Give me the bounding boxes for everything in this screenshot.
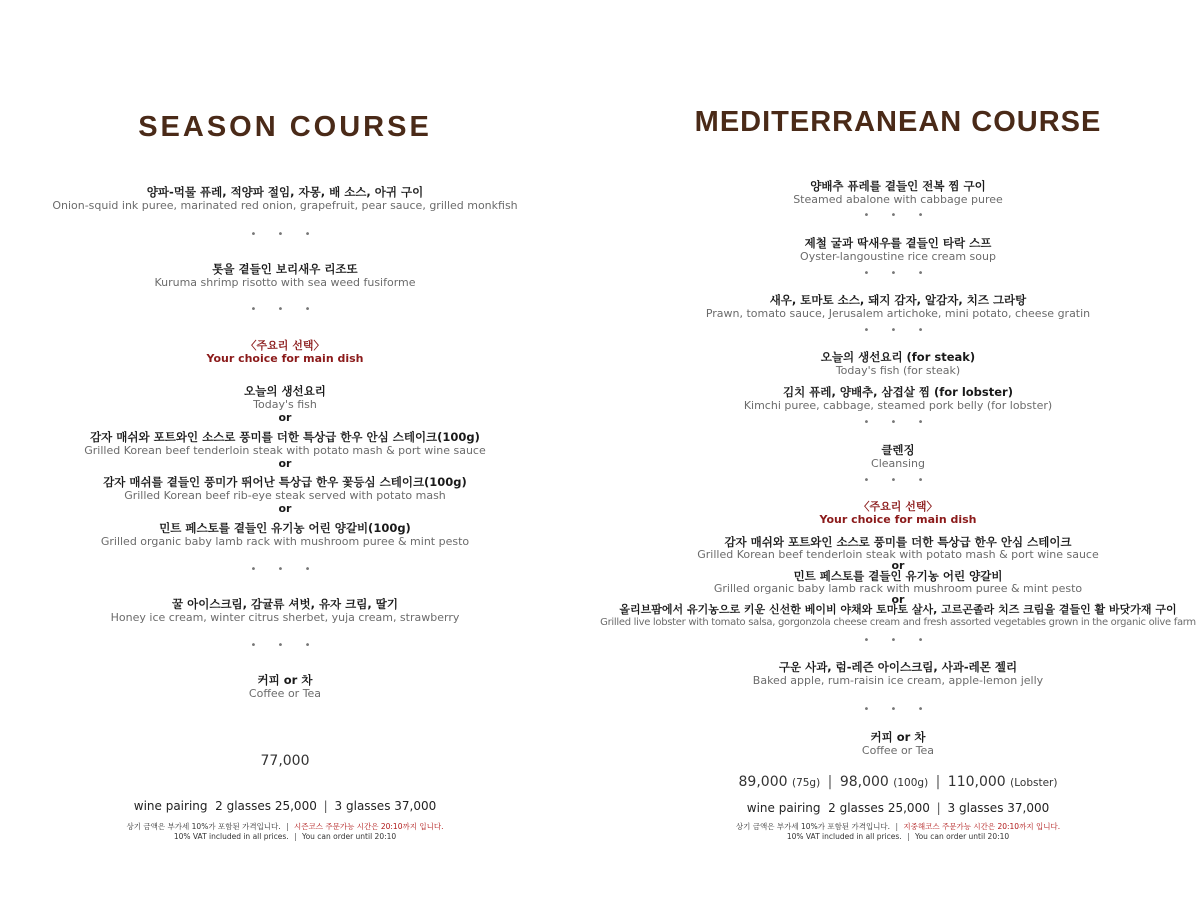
med-dessert	[598, 660, 1198, 687]
divider: |	[827, 774, 833, 790]
main-choice-ko: 〈주요리 선택〉	[245, 339, 325, 352]
season-main-3	[30, 475, 540, 515]
order-time-note-ko: 지중해코스 주문가능 시간은 20:10까지 입니다.	[903, 822, 1061, 831]
med-dish-4	[598, 350, 1198, 377]
vat-note-en: 10% VAT included in all prices.	[786, 832, 902, 841]
price-100g-unit: (100g)	[893, 777, 929, 789]
dish-name-ko: 제철 굴과 딱새우를 곁들인 타락 스프	[804, 236, 992, 250]
dessert-name-ko: 꿀 아이스크림, 감귤류 셔벗, 유자 크림, 딸기	[172, 597, 398, 611]
dish-name-en: Kuruma shrimp risotto with sea weed fusiforme	[154, 276, 416, 289]
season-wine-pairing	[30, 799, 540, 813]
dots-separator: • • •	[250, 304, 320, 315]
dots-separator: • • •	[250, 640, 320, 651]
main-name-ko: 오늘의 생선요리	[244, 384, 326, 398]
main-name-ko: 감자 매쉬와 포트와인 소스로 풍미를 더한 특상급 한우 안심 스테이크(100g)	[90, 430, 480, 444]
divider: |	[323, 799, 328, 813]
divider: |	[294, 832, 297, 841]
dish-name-ko: 톳을 곁들인 보리새우 리조또	[212, 262, 358, 276]
dots-separator: • • •	[863, 417, 933, 428]
drink-name-ko: 커피 or 차	[870, 730, 926, 744]
dessert-name-en: Honey ice cream, winter citrus sherbet, yuja cream, strawberry	[110, 611, 460, 624]
season-drink	[30, 673, 540, 700]
wine-2-glasses: 2 glasses 25,000	[828, 801, 930, 815]
dots-separator: • • •	[863, 704, 933, 715]
vat-note-ko: 상기 금액은 부가세 10%가 포함된 가격입니다.	[126, 822, 281, 831]
main-name-ko: 감자 매쉬와 포트와인 소스로 풍미를 더한 특상급 한우 안심 스테이크	[724, 535, 1072, 549]
main-name-ko: 민트 페스토를 곁들인 유기농 어린 양갈비	[793, 569, 1003, 583]
dots-separator: • • •	[863, 635, 933, 646]
wine-3-glasses: 3 glasses 37,000	[947, 801, 1050, 815]
season-main-2	[30, 430, 540, 470]
main-name-en: Grilled Korean beef tenderloin steak with potato mash & port wine sauce	[697, 548, 1099, 561]
dish-name-en: Onion-squid ink puree, marinated red onion, grapefruit, pear sauce, grilled monkfish	[52, 199, 518, 212]
dish-name-en: Today's fish (for steak)	[835, 364, 961, 377]
price-75g: 89,000	[738, 774, 788, 790]
dots-separator: • • •	[250, 229, 320, 240]
dish-name-ko: 새우, 토마토 소스, 돼지 감자, 알감자, 치즈 그라탕	[769, 293, 1027, 307]
price-100g: 98,000	[839, 774, 889, 790]
dish-name-en: Cleansing	[871, 457, 925, 470]
season-course-title: SEASON COURSE	[138, 111, 432, 143]
dessert-name-ko: 구운 사과, 럼-레즌 아이스크림, 사과-레몬 젤리	[778, 660, 1018, 674]
divider: |	[895, 822, 898, 831]
dish-name-ko: 오늘의 생선요리 (for steak)	[820, 350, 976, 364]
med-dish-1	[598, 179, 1198, 206]
main-name-en: Grilled live lobster with tomato salsa, gorgonzola cheese cream and fresh assorted vegetables grown in the organic olive farm	[600, 617, 1196, 628]
mediterranean-course-title: MEDITERRANEAN COURSE	[694, 106, 1102, 138]
drink-name-en: Coffee or Tea	[248, 687, 322, 700]
med-main-3	[598, 603, 1198, 628]
med-dish-6	[598, 443, 1198, 470]
season-price: 77,000	[260, 753, 310, 769]
dish-name-en: Prawn, tomato sauce, Jerusalem artichoke, mini potato, cheese gratin	[705, 307, 1091, 320]
or-label: or	[278, 502, 292, 515]
main-name-ko: 올리브팜에서 유기농으로 키운 신선한 베이비 야채와 토마토 살사, 고르곤졸라 치즈 크림을 곁들인 활 바닷가재 구이	[619, 603, 1177, 616]
dots-separator: • • •	[863, 325, 933, 336]
vat-note-en: 10% VAT included in all prices.	[173, 832, 289, 841]
price-lobster-unit: (Lobster)	[1010, 777, 1058, 789]
main-choice-header	[30, 339, 540, 365]
drink-name-ko: 커피 or 차	[257, 673, 313, 687]
main-choice-ko: 〈주요리 선택〉	[858, 500, 938, 513]
drink-name-en: Coffee or Tea	[861, 744, 935, 757]
season-main-4	[30, 521, 540, 548]
med-main-2	[598, 569, 1198, 605]
dots-separator: • • •	[250, 564, 320, 575]
order-time-note-ko: 시즌코스 주문가능 시간은 20:10까지 입니다.	[294, 822, 444, 831]
dish-name-ko: 양배추 퓨레를 곁들인 전복 찜 구이	[810, 179, 986, 193]
dots-separator: • • •	[863, 475, 933, 486]
dish-name-ko: 양파-먹물 퓨레, 적양파 절임, 자몽, 배 소스, 아귀 구이	[146, 185, 424, 199]
med-prices	[598, 774, 1198, 790]
dots-separator: • • •	[863, 210, 933, 221]
main-choice-en: Your choice for main dish	[206, 352, 364, 365]
med-dish-2	[598, 236, 1198, 263]
season-dessert	[30, 597, 540, 624]
wine-pairing-label: wine pairing	[133, 799, 208, 813]
main-name-en: Grilled organic baby lamb rack with mushroom puree & mint pesto	[713, 582, 1083, 595]
med-dish-5	[598, 385, 1198, 412]
main-name-en: Today's fish	[253, 398, 317, 411]
med-notes	[598, 822, 1198, 842]
main-name-en: Grilled Korean beef tenderloin steak with potato mash & port wine sauce	[84, 444, 486, 457]
order-time-note-en: You can order until 20:10	[915, 832, 1010, 841]
or-label: or	[891, 593, 905, 606]
med-wine-pairing	[598, 801, 1198, 815]
or-label: or	[278, 457, 292, 470]
dish-name-ko: 김치 퓨레, 양배추, 삼겹살 찜 (for lobster)	[783, 385, 1013, 399]
main-name-en: Grilled organic baby lamb rack with mushroom puree & mint pesto	[100, 535, 470, 548]
dish-name-en: Steamed abalone with cabbage puree	[793, 193, 1003, 206]
main-choice-header	[598, 500, 1198, 526]
dessert-name-en: Baked apple, rum-raisin ice cream, apple-lemon jelly	[752, 674, 1044, 687]
main-choice-en: Your choice for main dish	[819, 513, 977, 526]
season-notes	[30, 822, 540, 842]
main-name-ko: 민트 페스토를 곁들인 유기농 어린 양갈비(100g)	[159, 521, 411, 535]
main-name-ko: 감자 매쉬를 곁들인 풍미가 뛰어난 특상급 한우 꽃등심 스테이크(100g)	[103, 475, 467, 489]
divider: |	[936, 801, 941, 815]
or-label: or	[278, 411, 292, 424]
dots-separator: • • •	[863, 268, 933, 279]
med-dish-3	[598, 293, 1198, 320]
wine-pairing-label: wine pairing	[746, 801, 821, 815]
wine-2-glasses: 2 glasses 25,000	[215, 799, 317, 813]
order-time-note-en: You can order until 20:10	[302, 832, 397, 841]
divider: |	[907, 832, 910, 841]
or-label: or	[891, 559, 905, 572]
divider: |	[935, 774, 941, 790]
dish-name-en: Oyster-langoustine rice cream soup	[800, 250, 996, 263]
vat-note-ko: 상기 금액은 부가세 10%가 포함된 가격입니다.	[735, 822, 891, 831]
season-main-1	[30, 384, 540, 424]
dish-name-ko: 클렌징	[881, 443, 915, 457]
season-dish-1	[30, 185, 540, 212]
med-drink	[598, 730, 1198, 757]
divider: |	[286, 822, 289, 831]
price-75g-unit: (75g)	[791, 777, 821, 789]
price-lobster: 110,000	[947, 774, 1006, 790]
main-name-en: Grilled Korean beef rib-eye steak served with potato mash	[124, 489, 446, 502]
med-main-1	[598, 535, 1198, 571]
dish-name-en: Kimchi puree, cabbage, steamed pork belly (for lobster)	[743, 399, 1053, 412]
wine-3-glasses: 3 glasses 37,000	[334, 799, 437, 813]
season-dish-2	[30, 262, 540, 289]
